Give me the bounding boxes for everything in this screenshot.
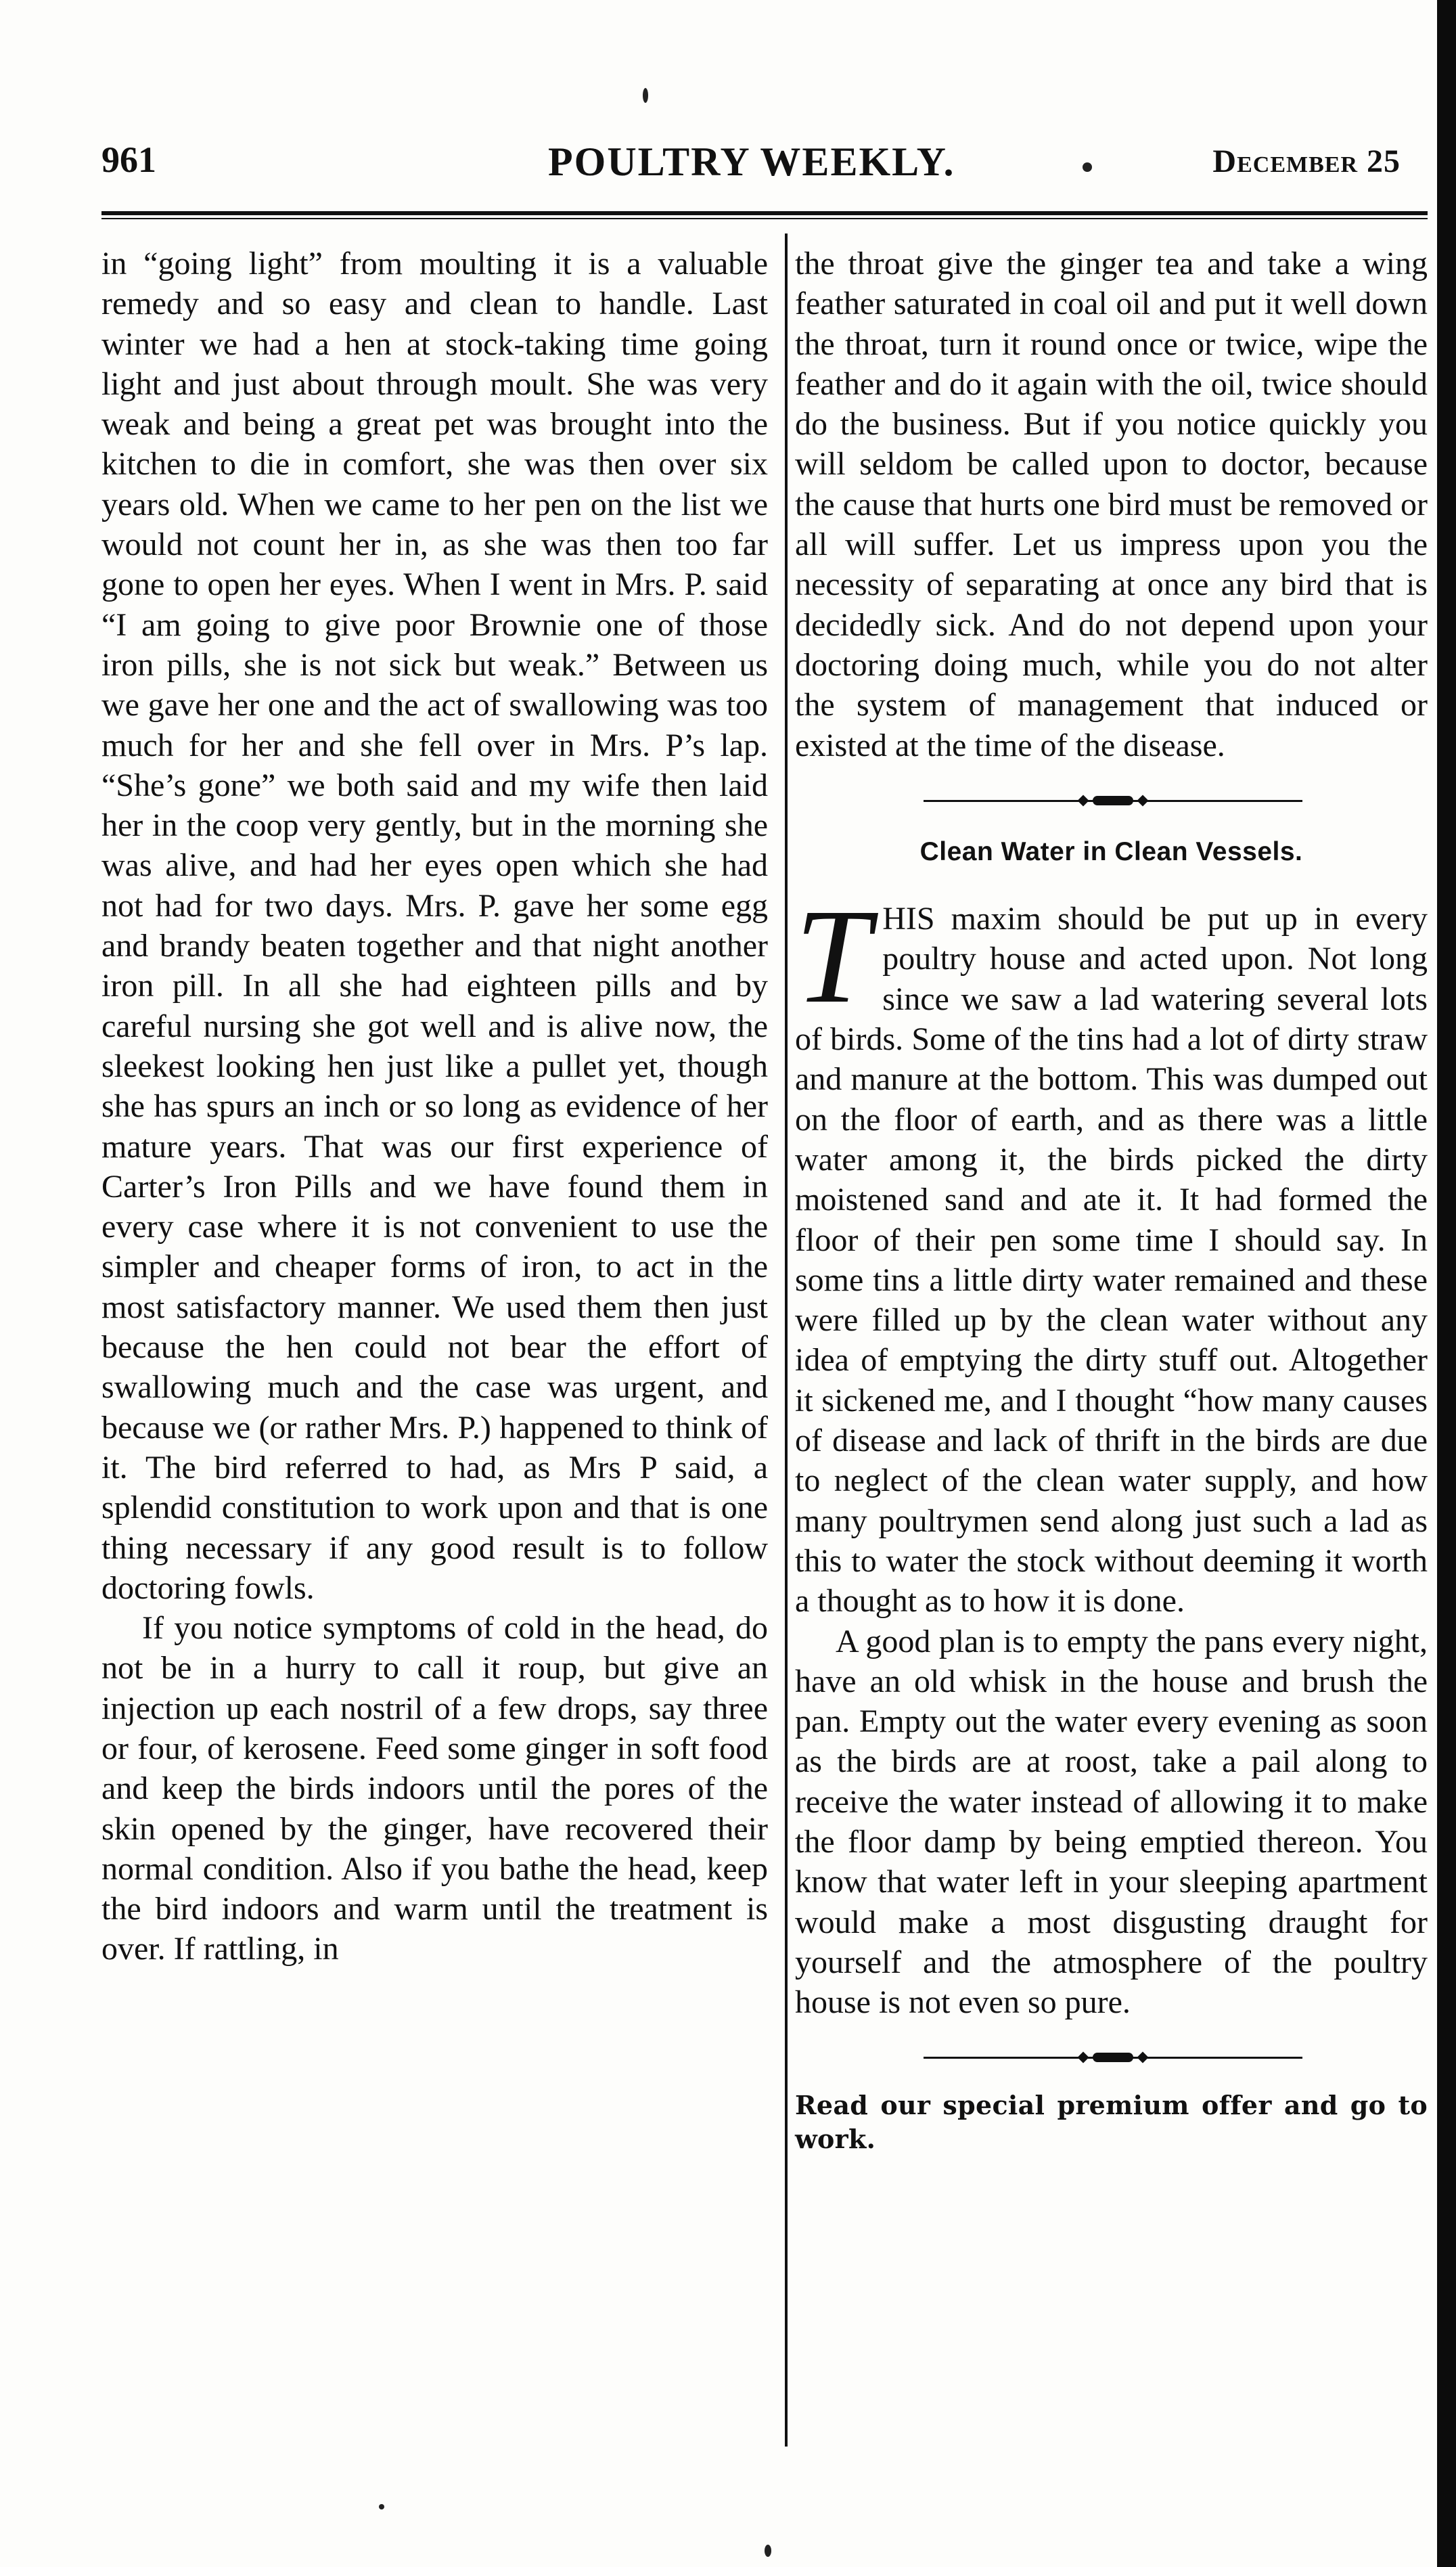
paragraph-cold-in-head: If you notice symptoms of cold in the head, do not be in a hurry to call it roup, but give an injection up each nostril of a few drops, say three or four, of kerosene. Feed some ginger in soft food and keep the birds indoors until the pores of the skin opened by the ginger, have recovered their normal condition. Also if you bathe the head, keep the bird indoors and warm until the treatment is over. If rattling, in: [101, 1610, 768, 1967]
header-rule-thin: [101, 218, 1428, 219]
ornament-diamond: [1137, 795, 1149, 806]
ornament-bar: [1093, 2053, 1133, 2062]
print-speck: [765, 2545, 771, 2557]
section-ornament: [795, 791, 1428, 811]
header-rule: [101, 211, 1428, 215]
paragraph-iron-pills: in “going light” from moulting it is a valuable remedy and so easy and clean to handle. Last winter we had a hen at stock-taking time going light and just about through moult. She was very weak and being a great pet was brought into the kitchen to die in comfort, she was then over six years old. When we came to her pen on the list we would not count her in, as she was then too far gone to open her eyes. When I went in Mrs. P. said “I am going to give poor Brownie one of those iron pills, she is not sick but weak.” Between us we gave her one and the act of swallowing was too much for her and she fell over in Mrs. P’s lap. “She’s gone” we both said and my wife then laid her in the coop very gently, but in the morning she was alive, and had her eyes open which she had not had for two days. Mrs. P. gave her some egg and brandy beaten together and that night another iron pill. In all she had eighteen pills and by careful nursing she got well and is alive now, the sleekest looking hen just like a pullet yet, though she has spurs an inch or so long as evidence of her mature years. That was our first experience of Carter’s Iron Pills and we have found them in every case where it is not convenient to use the simpler and cheaper forms of iron, to act in the most satisfactory manner. We used them then just because the hen could not bear the effort of swallowing much and the case was urgent, and because we (or rather Mrs. P.) happened to think of it. The bird referred to had, as Mrs P said, a splendid constitution to work upon and that is one thing necessary if any good result is to follow doctoring fowls.: [101, 246, 768, 1606]
ornament-bar: [1093, 796, 1133, 805]
print-speck: [379, 2504, 384, 2509]
section-ornament: [795, 2048, 1428, 2068]
print-speck: [643, 88, 648, 103]
publication-title: POULTRY WEEKLY.: [548, 139, 955, 184]
print-speck: [1083, 162, 1092, 172]
scan-edge: [1437, 0, 1456, 2567]
article-heading: Clean Water in Clean Vessels.: [919, 836, 1303, 866]
issue-date: December 25: [1212, 143, 1401, 179]
ornament-diamond: [1078, 795, 1089, 806]
drop-cap: T: [795, 882, 871, 1032]
premium-offer-note: Read our special premium offer and go to work.: [795, 2090, 1428, 2155]
ornament-diamond: [1137, 2052, 1149, 2063]
page-number: 961: [101, 139, 156, 180]
right-column: [795, 244, 1428, 2156]
paragraph-throat-treatment: the throat give the ginger tea and take a wing feather saturated in coal oil and put it well down the throat, turn it round once or twice, wipe the feather and do it again with the oil, twice should do the business. But if you notice quickly you will seldom be called upon to doctor, because the cause that hurts one bird must be removed or all will suffer. Let us impress upon you the necessity of separating at once any bird that is decidedly sick. And do not depend upon your doctoring doing much, while you do not alter the system of management that induced or existed at the time of the disease.: [795, 246, 1428, 763]
page-header: [101, 139, 1428, 206]
paragraph-maxim: [795, 882, 1428, 1621]
left-column: [101, 244, 768, 1969]
paragraph-maxim-text: HIS maxim should be put up in every poultry house and acted upon. Not long since we saw a lad watering several lots of birds. Some of the tins had a lot of dirty straw and manure at the bottom. This was dumped out on the floor of earth, and as there was a little water among it, the birds picked the dirty moistened sand and ate it. It had formed the floor of their pen some time I should say. In some tins a little dirty water remained and these were filled up by the clean water without any idea of emptying the dirty stuff out. Altogether it sickened me, and I thought “how many causes of disease and lack of thrift in the birds are due to neglect of the clean water supply, and how many poultrymen send along just such a lad as this to water the stock without deeming it worth a thought as to how it is done.: [795, 901, 1428, 1620]
ornament-diamond: [1078, 2052, 1089, 2063]
column-divider: [785, 233, 788, 2447]
paragraph-good-plan: A good plan is to empty the pans every night, have an old whisk in the house and brush the pan. Empty out the water every evening as soon as the birds are at roost, take a pail along to receive the water instead of allowing it to make the floor damp by being emptied thereon. You know that water left in your sleeping apartment would make a most disgusting draught for yourself and the atmosphere of the poultry house is not even so pure.: [795, 1623, 1428, 2021]
